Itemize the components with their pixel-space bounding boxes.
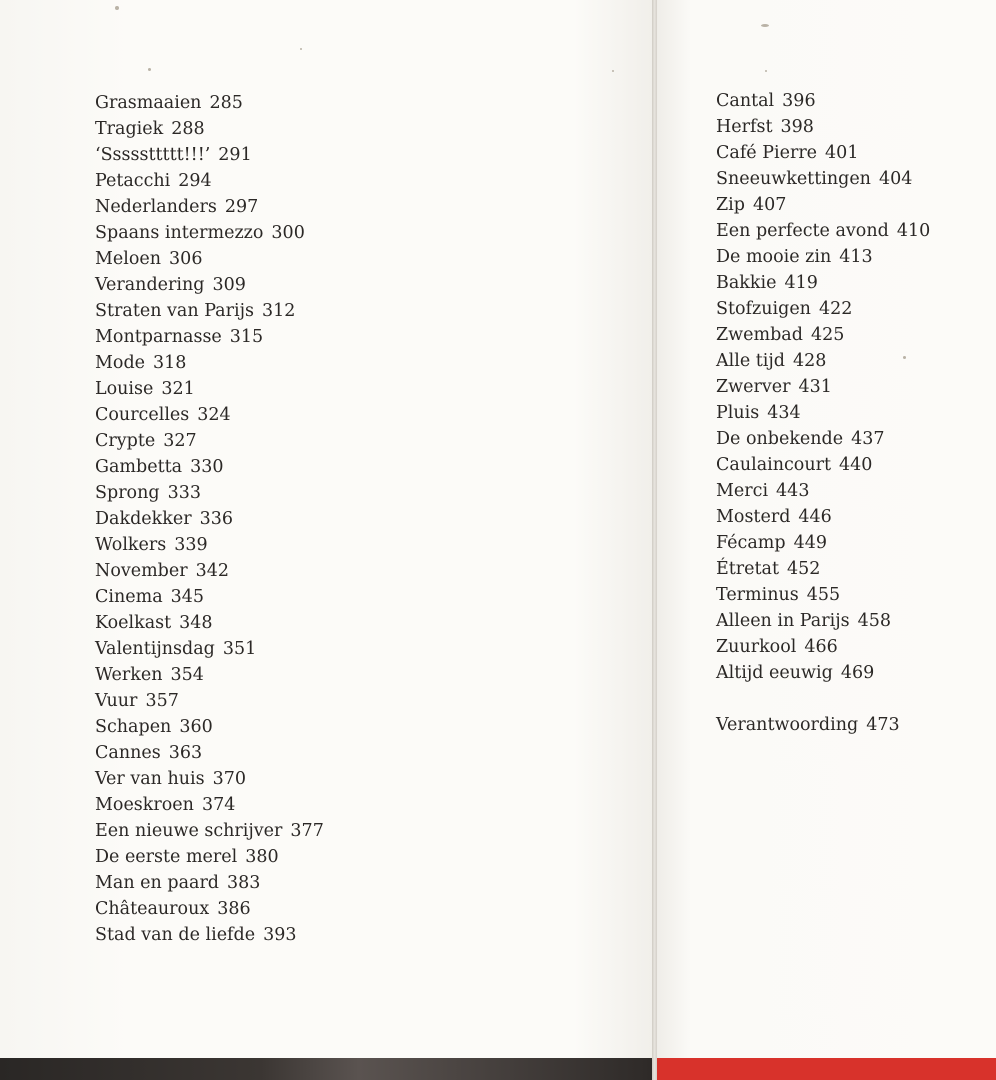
toc-entry-title: Nederlanders: [95, 197, 217, 217]
toc-entry-title: Tragiek: [95, 119, 164, 139]
toc-entry: [95, 688, 324, 714]
toc-entry: [95, 610, 324, 636]
toc-entry-title: Cinema: [95, 587, 163, 607]
toc-entry-page: 380: [245, 847, 279, 867]
toc-entry: [716, 244, 930, 270]
toc-appendix-entry: [716, 712, 930, 738]
toc-entry: [95, 818, 324, 844]
toc-entry-page: 410: [896, 221, 931, 241]
toc-entry: [95, 480, 324, 506]
toc-entry-title: Pluis: [716, 403, 760, 423]
toc-entry-page: 443: [776, 481, 810, 501]
toc-entry: [95, 246, 324, 272]
toc-entry-page: 396: [782, 91, 816, 111]
toc-entry-title: Gambetta: [95, 457, 183, 477]
toc-entry-title: Schapen: [95, 717, 172, 737]
toc-entry: [716, 114, 930, 140]
toc-entry: [716, 192, 930, 218]
toc-entry: [95, 584, 324, 610]
toc-entry-page: 473: [866, 715, 900, 735]
toc-entry-page: 360: [179, 717, 213, 737]
toc-entry: [716, 634, 930, 660]
toc-entry-page: 437: [851, 429, 885, 449]
toc-entry: [95, 272, 324, 298]
toc-entry: [716, 504, 930, 530]
toc-entry-page: 363: [168, 743, 203, 763]
toc-entry-page: 312: [262, 301, 296, 321]
toc-entry: [716, 270, 930, 296]
toc-entry-page: 401: [825, 143, 859, 163]
toc-entry-page: 333: [167, 483, 201, 503]
toc-entry: [95, 636, 324, 662]
toc-entry: [716, 608, 930, 634]
toc-entry-page: 407: [752, 195, 787, 215]
toc-entry: [95, 558, 324, 584]
toc-entry: [95, 324, 324, 350]
toc-entry-title: Ver van huis: [95, 769, 205, 789]
toc-entry: [95, 90, 324, 116]
toc-entry-page: 428: [793, 351, 827, 371]
toc-entry-title: Fécamp: [716, 533, 786, 553]
toc-entry-title: Wolkers: [95, 535, 167, 555]
toc-entry-title: Sneeuwkettingen: [716, 169, 871, 189]
paper-speck: [148, 68, 151, 71]
toc-entry-title: Mode: [95, 353, 146, 373]
toc-entry-page: 321: [161, 379, 195, 399]
toc-entry-title: ‘Sssssttttt!!!’: [95, 145, 211, 165]
toc-entry-page: 413: [839, 247, 873, 267]
cover-edge-left: [0, 1058, 652, 1080]
toc-entry-page: 422: [818, 299, 853, 319]
toc-entry-title: Bakkie: [716, 273, 777, 293]
toc-entry: [716, 426, 930, 452]
paper-speck: [300, 48, 302, 50]
toc-entry-title: Sprong: [95, 483, 160, 503]
toc-entry-title: Een perfecte avond: [716, 221, 889, 241]
toc-entry: [95, 662, 324, 688]
toc-entry-title: Vuur: [95, 691, 138, 711]
toc-entry-page: 404: [878, 169, 913, 189]
toc-entry-page: 336: [199, 509, 233, 529]
toc-entry-page: 440: [839, 455, 873, 475]
toc-entry-title: Alleen in Parijs: [716, 611, 850, 631]
cover-edge-right: [657, 1058, 996, 1080]
toc-entry-page: 288: [171, 119, 205, 139]
toc-entry-title: Cannes: [95, 743, 161, 763]
toc-entry-title: Dakdekker: [95, 509, 192, 529]
toc-entry-title: Meloen: [95, 249, 162, 269]
toc-entry: [716, 530, 930, 556]
paper-speck: [115, 6, 119, 10]
toc-entry-title: Verandering: [95, 275, 205, 295]
toc-entry: [716, 348, 930, 374]
toc-entry: [95, 922, 324, 948]
toc-entry: [95, 844, 324, 870]
toc-entry: [716, 88, 930, 114]
toc-left-column: [95, 90, 324, 948]
toc-entry-title: Valentijnsdag: [95, 639, 215, 659]
toc-entry-page: 345: [170, 587, 205, 607]
toc-entry-title: Montparnasse: [95, 327, 222, 347]
toc-entry-page: 300: [271, 223, 305, 243]
toc-entry: [716, 166, 930, 192]
paper-speck: [612, 70, 614, 72]
toc-entry-page: 348: [179, 613, 213, 633]
toc-entry: [716, 582, 930, 608]
toc-entry-page: 315: [229, 327, 264, 347]
toc-entry-title: Spaans intermezzo: [95, 223, 264, 243]
toc-entry-title: Alle tijd: [716, 351, 786, 371]
toc-entry: [716, 374, 930, 400]
toc-entry-title: Zwembad: [716, 325, 803, 345]
toc-right-column: [716, 88, 930, 738]
toc-entry-page: 330: [190, 457, 224, 477]
paper-speck: [765, 70, 767, 72]
toc-entry-title: De mooie zin: [716, 247, 832, 267]
toc-entry-page: 342: [195, 561, 230, 581]
toc-entry-page: 455: [806, 585, 841, 605]
toc-entry: [716, 556, 930, 582]
toc-entry-title: Caulaincourt: [716, 455, 831, 475]
toc-entry-title: Man en paard: [95, 873, 220, 893]
toc-entry-page: 469: [840, 663, 875, 683]
toc-entry: [95, 142, 324, 168]
toc-entry-title: Châteauroux: [95, 899, 210, 919]
toc-entry-title: Verantwoording: [716, 715, 859, 735]
toc-entry: [95, 870, 324, 896]
toc-entry-page: 425: [810, 325, 845, 345]
toc-entry: [716, 452, 930, 478]
toc-entry-title: Courcelles: [95, 405, 190, 425]
toc-entry-page: 377: [290, 821, 324, 841]
paper-speck: [761, 24, 769, 27]
toc-entry: [95, 506, 324, 532]
toc-entry: [716, 322, 930, 348]
toc-entry: [716, 218, 930, 244]
toc-entry-title: Moeskroen: [95, 795, 194, 815]
toc-entry: [716, 478, 930, 504]
toc-entry-page: 291: [218, 145, 252, 165]
toc-entry-title: Mosterd: [716, 507, 791, 527]
toc-entry: [95, 298, 324, 324]
toc-entry-page: 309: [212, 275, 246, 295]
toc-entry: [716, 660, 930, 686]
toc-entry: [95, 714, 324, 740]
toc-entry-page: 398: [780, 117, 814, 137]
toc-entry-page: 354: [170, 665, 204, 685]
toc-entry: [95, 194, 324, 220]
toc-entry-page: 339: [174, 535, 208, 555]
toc-entry: [95, 350, 324, 376]
toc-entry-title: Terminus: [716, 585, 799, 605]
toc-entry: [716, 140, 930, 166]
toc-entry-page: 318: [153, 353, 187, 373]
toc-entry-title: November: [95, 561, 188, 581]
toc-entry-title: Petacchi: [95, 171, 171, 191]
toc-entry-title: Koelkast: [95, 613, 172, 633]
toc-entry-title: Louise: [95, 379, 154, 399]
toc-entry-title: Cantal: [716, 91, 775, 111]
toc-entry: [716, 400, 930, 426]
toc-entry-title: Grasmaaien: [95, 93, 202, 113]
toc-entry-title: De eerste merel: [95, 847, 238, 867]
toc-entry: [95, 116, 324, 142]
toc-entry-page: 458: [857, 611, 892, 631]
toc-entry: [716, 296, 930, 322]
toc-entry-title: Étretat: [716, 559, 780, 579]
toc-entry-page: 285: [209, 93, 243, 113]
toc-entry-page: 324: [197, 405, 231, 425]
toc-entry-page: 419: [784, 273, 818, 293]
toc-entry-page: 351: [222, 639, 257, 659]
toc-entry: [95, 428, 324, 454]
toc-entry-page: 294: [178, 171, 212, 191]
toc-entry-title: Stad van de liefde: [95, 925, 256, 945]
toc-entry-title: Herfst: [716, 117, 773, 137]
toc-entry-page: 452: [787, 559, 821, 579]
toc-entry-page: 386: [217, 899, 251, 919]
toc-entry-page: 449: [793, 533, 827, 553]
toc-entry: [95, 168, 324, 194]
toc-entry-title: Café Pierre: [716, 143, 818, 163]
toc-entry-page: 383: [227, 873, 261, 893]
toc-entry-page: 374: [201, 795, 236, 815]
toc-entry-page: 466: [804, 637, 838, 657]
toc-entry-title: Merci: [716, 481, 769, 501]
toc-entry: [95, 792, 324, 818]
toc-entry-title: Zwerver: [716, 377, 791, 397]
toc-entry-title: Crypte: [95, 431, 156, 451]
toc-entry-page: 434: [767, 403, 801, 423]
toc-entry: [95, 376, 324, 402]
toc-entry-page: 393: [263, 925, 297, 945]
toc-entry-title: Een nieuwe schrijver: [95, 821, 283, 841]
toc-entry-page: 370: [212, 769, 246, 789]
toc-entry-page: 306: [169, 249, 203, 269]
toc-entry-page: 327: [163, 431, 197, 451]
toc-entry-page: 357: [145, 691, 179, 711]
toc-entry-title: Zip: [716, 195, 745, 215]
toc-entry-title: Straten van Parijs: [95, 301, 254, 321]
toc-entry-page: 431: [798, 377, 832, 397]
toc-entry-page: 446: [798, 507, 832, 527]
toc-entry: [95, 220, 324, 246]
toc-entry: [95, 532, 324, 558]
toc-spacer: [716, 686, 930, 712]
toc-entry: [95, 766, 324, 792]
toc-entry-title: Werken: [95, 665, 163, 685]
toc-entry: [95, 740, 324, 766]
toc-entry: [95, 402, 324, 428]
toc-entry-title: Altijd eeuwig: [716, 663, 833, 683]
toc-entry-page: 297: [224, 197, 259, 217]
toc-entry-title: Zuurkool: [716, 637, 797, 657]
toc-entry-title: Stofzuigen: [716, 299, 811, 319]
toc-entry: [95, 896, 324, 922]
toc-entry-title: De onbekende: [716, 429, 844, 449]
toc-entry: [95, 454, 324, 480]
